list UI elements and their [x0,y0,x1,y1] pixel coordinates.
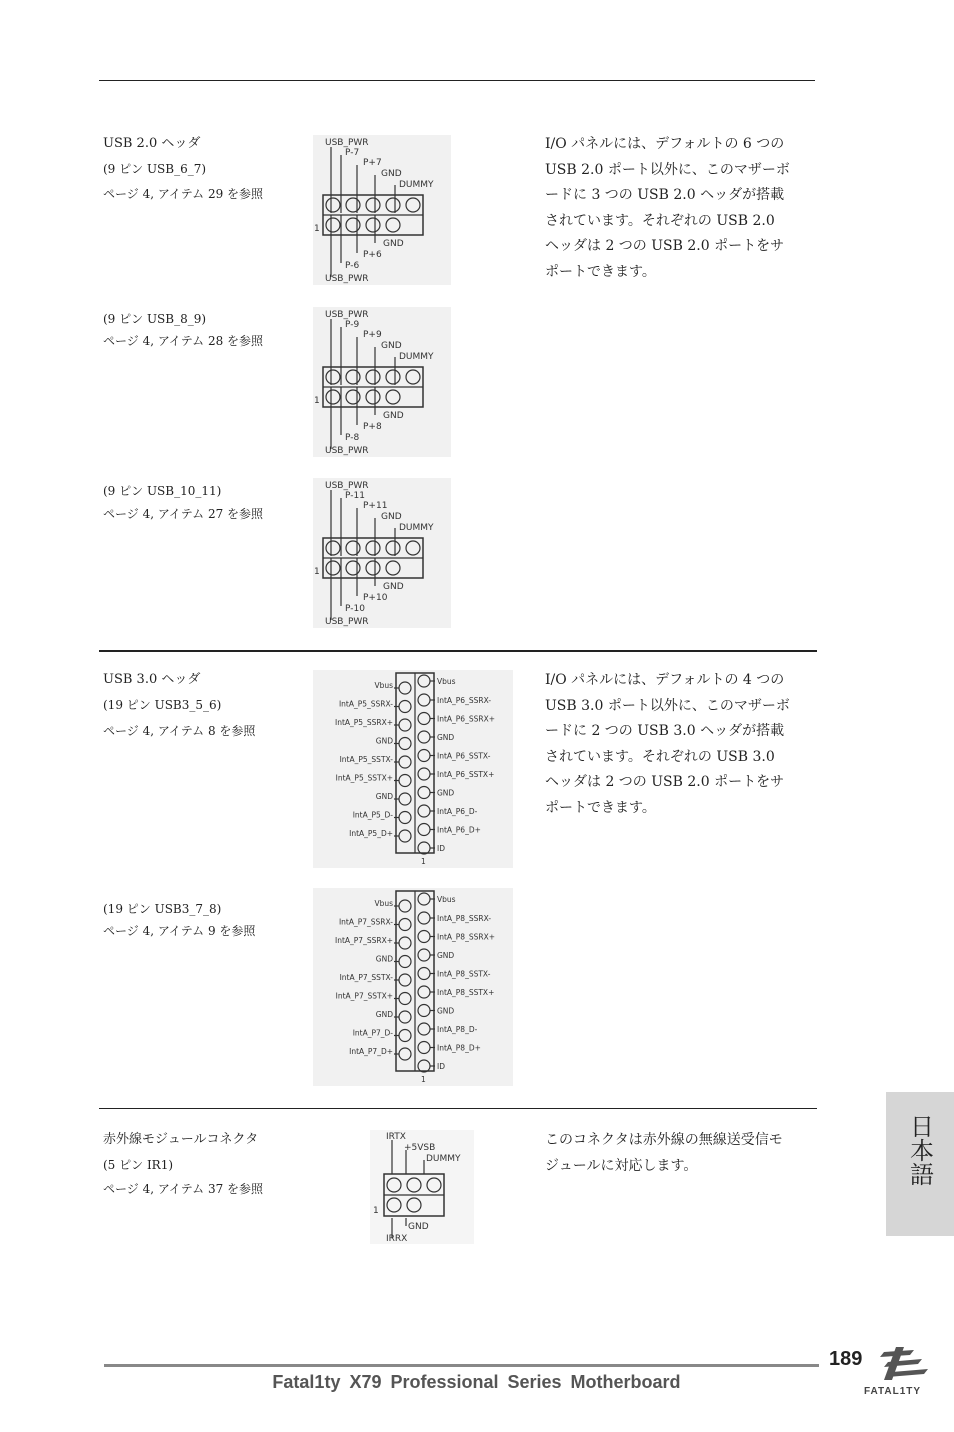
left-pin-label: GND [375,1010,393,1019]
fatal1ty-logo-icon [870,1342,934,1386]
language-tab [886,1092,954,1236]
irrx-label: IRRX [386,1234,408,1244]
pin-left [399,775,411,787]
fatal1ty-logo-text: FATAL1TY [864,1386,922,1397]
pin-left [399,719,411,731]
usb2-pin-diagram-3 [313,478,451,628]
vbus-top-label: Vbus [437,895,456,904]
right-pin-label: IntA_P6_D+ [437,825,481,835]
gnd-label: GND [381,512,402,522]
pin-right [418,912,430,924]
footer-rule [104,1364,819,1367]
p-minus-label: P-9 [345,320,360,330]
usb-pwr-bottom-label: USB_PWR [325,617,369,627]
p-plus-bottom-label: P+8 [363,422,382,432]
right-pin-label: IntA_P8_D+ [437,1043,481,1053]
pin-left [399,1048,411,1060]
left-pin-label: IntA_P5_SSRX+ [335,718,393,727]
dummy-label: DUMMY [426,1154,461,1164]
page-number: 189 [829,1348,863,1370]
usb-pwr-label: USB_PWR [325,481,369,491]
left-pin-label: Vbus [374,899,393,908]
usb3-pin-diagram-1 [313,670,513,868]
pin-right [418,768,430,780]
usb-pwr-label: USB_PWR [325,310,369,320]
p-minus-bottom-label: P-6 [345,261,360,271]
right-pin-label: IntA_P8_SSRX- [437,914,492,923]
pin-right [418,731,430,743]
gnd-label: GND [408,1222,429,1232]
dummy-label: DUMMY [399,523,434,533]
ir-pin-diagram [370,1130,474,1244]
pin-left [399,956,411,968]
pin-right [418,805,430,817]
pin-left [399,1011,411,1023]
left-pin-label: IntA_P5_SSTX- [339,755,393,764]
pin-left [399,756,411,768]
pin-right [418,694,430,706]
pin-right [418,949,430,961]
pin-left [399,830,411,842]
p-minus-label: P-7 [345,148,360,158]
vsb-label: +5VSB [404,1143,436,1153]
usb2-pin-diagram-1 [313,135,451,285]
pin-right [418,1023,430,1035]
pin-left [399,682,411,694]
left-pin-label: IntA_P5_SSTX+ [335,773,393,783]
pin-right [418,842,430,854]
gnd-label: GND [381,341,402,351]
pin-right [418,787,430,799]
usb3-header-pin-2: (19 ピン USB3_7_8) [103,902,222,916]
ir-section-title: 赤外線モジュールコネクタ [103,1132,259,1147]
right-pin-label: IntA_P6_D- [437,807,478,816]
usb3-section-title: USB 3.0 ヘッダ [103,672,201,687]
fatal1ty-logo [870,1342,934,1386]
pin-right [418,713,430,725]
pin1-label: 1 [421,857,426,866]
right-pin-label: IntA_P8_SSTX- [437,969,491,979]
ir-header-ref: ページ 4, アイテム 37 を参照 [103,1182,264,1196]
gnd-bottom-label: GND [383,411,404,421]
p-plus-bottom-label: P+6 [363,250,382,260]
usb-pwr-label: USB_PWR [325,138,369,148]
pin1-label: 1 [421,1075,426,1084]
pin-left [399,993,411,1005]
top-rule [99,80,815,81]
usb2-description: I/O パネルには、デフォルトの 6 つの USB 2.0 ポート以外に、このマザーボ ードに 3 つの USB 2.0 ヘッダが搭載 されています。それぞれの USB 2.0 ヘッダは 2 つの USB 2.0 ポートをサ ポートできます。 [545,136,790,280]
pin-left [399,738,411,750]
left-pin-label: IntA_P5_D+ [349,829,393,838]
pin-left [399,793,411,805]
p-plus-bottom-label: P+10 [363,593,388,603]
pin1-label: 1 [314,567,320,577]
usb3-description: I/O パネルには、デフォルトの 4 つの USB 3.0 ポート以外に、このマザーボ ードに 2 つの USB 3.0 ヘッダが搭載 されています。それぞれの USB 3.0 ヘッダは 2 つの USB 2.0 ポートをサ ポートできます。 [545,672,790,816]
right-pin-label: ID [437,1062,445,1071]
pin-left [399,974,411,986]
usb2-header-pin-2: (9 ピン USB_8_9) [103,312,207,326]
pin-right [418,931,430,943]
usb3-header-ref-2: ページ 4, アイテム 9 を参照 [103,924,256,938]
right-pin-label: IntA_P8_SSTX+ [437,988,495,997]
p-minus-bottom-label: P-10 [345,604,365,614]
pin1-label: 1 [373,1206,379,1216]
right-pin-label: IntA_P6_SSRX+ [437,714,495,724]
pin-left [399,937,411,949]
dummy-label: DUMMY [399,352,434,362]
footer-title: Fatal1ty X79 Professional Series Motherboard [272,1372,681,1392]
gnd-bottom-label: GND [383,239,404,249]
ir-header-pin: (5 ピン IR1) [103,1158,174,1172]
left-pin-label: IntA_P7_D- [352,1028,393,1038]
pin-right [418,968,430,980]
pin1-label: 1 [314,224,320,234]
usb2-header-ref-2: ページ 4, アイテム 28 を参照 [103,334,264,348]
right-pin-label: GND [437,788,455,798]
gnd-bottom-label: GND [383,582,404,592]
left-pin-label: IntA_P7_D+ [349,1047,393,1056]
right-pin-label: GND [437,951,455,960]
pin-left [399,1030,411,1042]
usb2-pin-diagram-2 [313,307,451,457]
right-pin-label: IntA_P6_SSRX- [437,696,492,705]
right-pin-label: IntA_P8_SSRX+ [437,932,495,942]
pin-right [418,986,430,998]
right-pin-label: IntA_P6_SSTX+ [437,770,495,779]
left-pin-label: IntA_P7_SSRX+ [335,936,393,945]
usb2-header-pin-1: (9 ピン USB_6_7) [103,162,207,176]
p-minus-bottom-label: P-8 [345,433,360,443]
usb-pwr-bottom-label: USB_PWR [325,274,369,284]
right-pin-label: IntA_P8_D- [437,1025,478,1034]
pin-left [399,812,411,824]
right-pin-label: IntA_P6_SSTX- [437,751,491,761]
usb3-header-ref-1: ページ 4, アイテム 8 を参照 [103,724,256,738]
left-pin-label: GND [375,736,393,746]
language-tab-label: 日本語 [905,1114,934,1186]
left-pin-label: GND [375,792,393,801]
pin1-label: 1 [314,396,320,406]
right-pin-label: GND [437,733,455,742]
pin-left [399,900,411,912]
usb-pwr-bottom-label: USB_PWR [325,446,369,456]
left-pin-label: IntA_P5_D- [352,810,393,820]
section-divider-usb3 [99,650,817,652]
p-plus-label: P+11 [363,501,388,511]
gnd-label: GND [381,169,402,179]
left-pin-label: IntA_P5_SSRX- [338,699,393,709]
left-pin-label: GND [375,954,393,964]
right-pin-label: ID [437,844,445,853]
usb3-header-pin-1: (19 ピン USB3_5_6) [103,698,222,712]
left-pin-label: IntA_P7_SSTX- [339,973,393,982]
section-divider-ir [99,1108,817,1109]
dummy-label: DUMMY [399,180,434,190]
pin-left [399,701,411,713]
usb2-header-pin-3: (9 ピン USB_10_11) [103,484,222,498]
pin-right [418,1042,430,1054]
usb3-pin-diagram-2 [313,888,513,1086]
pin-left [399,919,411,931]
left-pin-label: Vbus [374,681,393,690]
pin-right [418,1005,430,1017]
p-minus-label: P-11 [345,491,365,501]
usb2-section-title: USB 2.0 ヘッダ [103,136,201,151]
p-plus-label: P+9 [363,330,382,340]
left-pin-label: IntA_P7_SSTX+ [335,991,393,1001]
vbus-top-label: Vbus [437,677,456,686]
usb2-header-ref-3: ページ 4, アイテム 27 を参照 [103,507,264,521]
pin-right [418,824,430,836]
usb2-header-ref-1: ページ 4, アイテム 29 を参照 [103,187,264,201]
pin-right [418,750,430,762]
pin-right [418,1060,430,1072]
ir-description: このコネクタは赤外線の無線送受信モ ジュールに対応します。 [545,1132,783,1174]
right-pin-label: GND [437,1006,455,1016]
irtx-label: IRTX [386,1132,406,1142]
left-pin-label: IntA_P7_SSRX- [338,917,393,927]
p-plus-label: P+7 [363,158,382,168]
